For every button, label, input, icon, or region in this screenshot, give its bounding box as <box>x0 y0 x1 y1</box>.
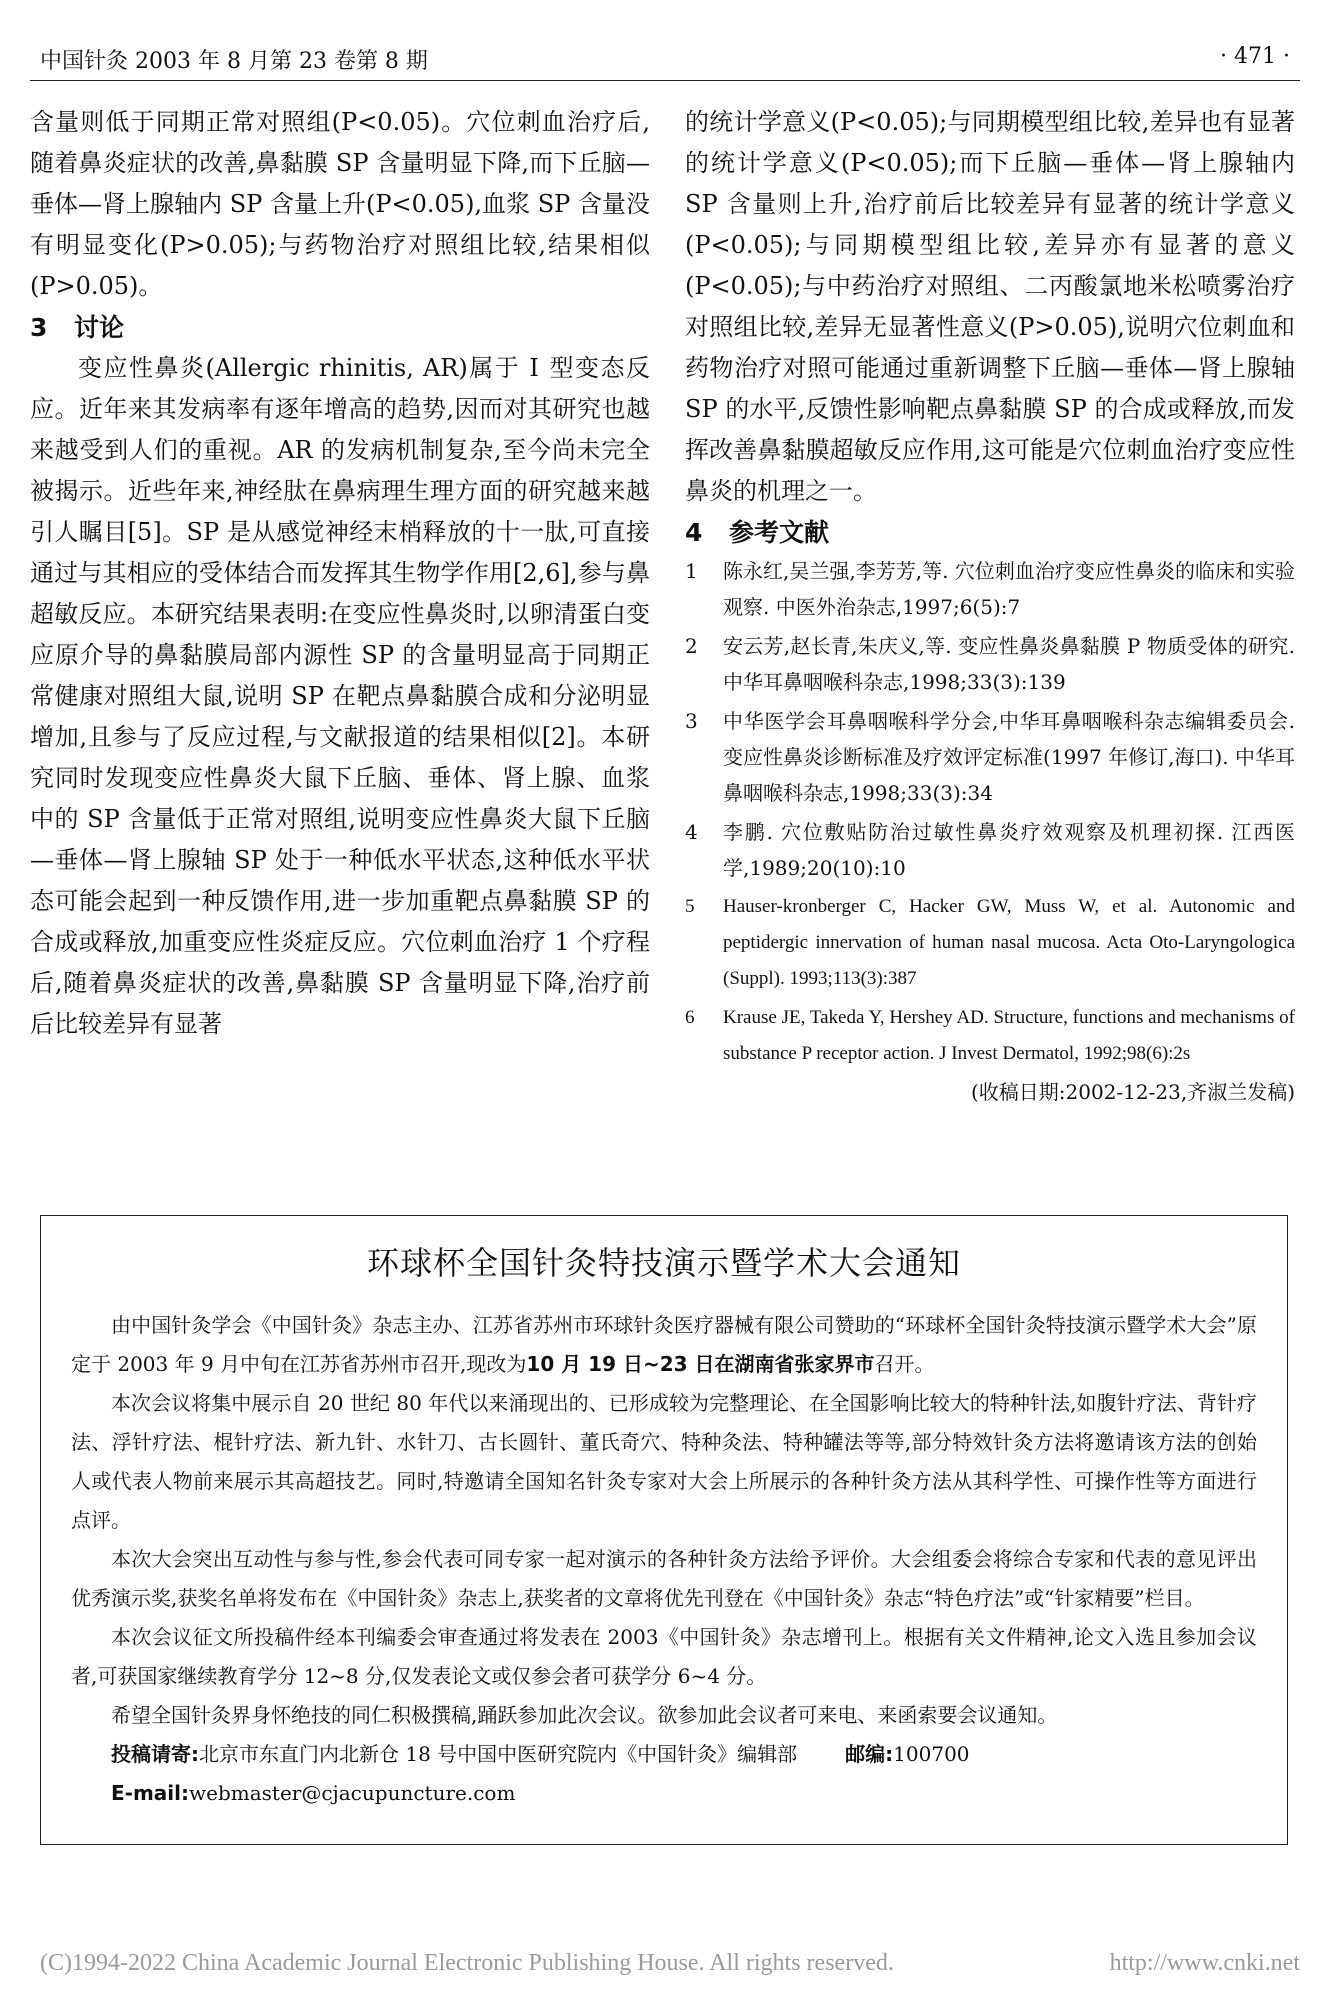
reference-text: Krause JE, Takeda Y, Hershey AD. Structure, functions and mechanisms of substance P receptor action. J Invest Dermatol, 1992;98(6):2s <box>723 1007 1295 1064</box>
footer-url[interactable]: http://www.cnki.net <box>1109 1950 1300 1976</box>
reference-text: Hauser-kronberger C, Hacker GW, Muss W, et al. Autonomic and peptidergic innervation of human nasal mucosa. Acta Oto-Laryngologica (Suppl). 1993;113(3):387 <box>723 896 1295 989</box>
section-heading-discussion <box>30 307 650 348</box>
reference-number: 4 <box>685 820 698 844</box>
received-date-note: (收稿日期:2002-12-23,齐淑兰发稿) <box>970 1080 1295 1104</box>
right-column <box>685 102 1295 1109</box>
reference-number: 1 <box>685 559 698 583</box>
notice-paragraph: 本次大会突出互动性与参与性,参会代表可同专家一起对演示的各种针灸方法给予评价。大会组委会将综合专家和代表的意见评出优秀演示奖,获奖名单将发布在《中国针灸》杂志上,获奖者的文章将优先刊登在《中国针灸》杂志“特色疗法”或“针家精要”栏目。 <box>71 1547 1257 1610</box>
submission-address <box>71 1735 1257 1774</box>
reference-number: 6 <box>685 1007 695 1028</box>
results-continued-paragraph: 含量则低于同期正常对照组(P<0.05)。穴位刺血治疗后,随着鼻炎症状的改善,鼻黏膜 SP 含量明显下降,而下丘脑—垂体—肾上腺轴内 SP 含量上升(P<0.05),血浆 SP 含量没有明显变化(P>0.05);与药物治疗对照组比较,结果相似(P>0.05)。 <box>30 108 650 300</box>
zip-code: 100700 <box>893 1742 970 1766</box>
notice-title: 环球杯全国针灸特技演示暨学术大会通知 <box>366 1244 961 1282</box>
left-column <box>30 102 650 1045</box>
email-address[interactable]: webmaster@cjacupuncture.com <box>189 1781 516 1805</box>
copyright-text: (C)1994-2022 China Academic Journal Electronic Publishing House. All rights reserved. <box>40 1950 894 1976</box>
reference-item <box>685 703 1295 811</box>
reference-item <box>685 889 1295 997</box>
notice-date-venue: 10 月 19 日~23 日在湖南省张家界市 <box>526 1352 875 1376</box>
notice-paragraph: 希望全国针灸界身怀绝技的同仁积极撰稿,踊跃参加此次会议。欲参加此会议者可来电、来函索要会议通知。 <box>111 1703 1058 1727</box>
notice-paragraph: 本次会议将集中展示自 20 世纪 80 年代以来涌现出的、已形成较为完整理论、在全国影响比较大的特种针法,如腹针疗法、背针疗法、浮针疗法、棍针疗法、新九针、水针刀、古长圆针、董氏奇穴、特种灸法、特种罐法等等,部分特效针灸方法将邀请该方法的创始人或代表人物前来展示其高超技艺。同时,特邀请全国知名针灸专家对大会上所展示的各种针灸方法从其科学性、可操作性等方面进行点评。 <box>71 1391 1257 1532</box>
email-label: E-mail: <box>111 1781 190 1805</box>
email-line <box>71 1774 1257 1813</box>
section-number: 4 <box>685 518 703 547</box>
notice-paragraph <box>71 1306 1257 1384</box>
section-title: 讨论 <box>74 313 125 342</box>
copyright-footer <box>40 1950 1300 1977</box>
section-title: 参考文献 <box>729 518 830 547</box>
reference-text: 安云芳,赵长青,朱庆义,等. 变应性鼻炎鼻黏膜 P 物质受体的研究. 中华耳鼻咽喉科杂志,1998;33(3):139 <box>723 634 1295 694</box>
running-header <box>40 44 1290 80</box>
discussion-continued-paragraph: 的统计学意义(P<0.05);与同期模型组比较,差异也有显著的统计学意义(P<0.05);而下丘脑—垂体—肾上腺轴内 SP 含量则上升,治疗前后比较差异有显著的统计学意义(P<0.05);与同期模型组比较,差异亦有显著的意义(P<0.05);与中药治疗对照组、二丙酸氯地米松喷雾治疗对照组比较,差异无显著性意义(P>0.05),说明穴位刺血和药物治疗对照可能通过重新调整下丘脑—垂体—肾上腺轴 SP 的水平,反馈性影响靶点鼻黏膜 SP 的合成或释放,而发挥改善鼻黏膜超敏反应作用,这可能是穴位刺血治疗变应性鼻炎的机理之一。 <box>685 108 1295 505</box>
zip-label: 邮编: <box>845 1742 894 1766</box>
reference-number: 2 <box>685 634 698 658</box>
reference-item <box>685 1000 1295 1072</box>
discussion-paragraph: 变应性鼻炎(Allergic rhinitis, AR)属于 Ⅰ 型变态反应。近年来其发病率有逐年增高的趋势,因而对其研究也越来越受到人们的重视。AR 的发病机制复杂,至今尚未完全被揭示。近些年来,神经肽在鼻病理生理方面的研究越来越引人瞩目[5]。SP 是从感觉神经末梢释放的十一肽,可直接通过与其相应的受体结合而发挥其生物学作用[2,6],参与鼻超敏反应。本研究结果表明:在变应性鼻炎时,以卵清蛋白变应原介导的鼻黏膜局部内源性 SP 的含量明显高于同期正常健康对照组大鼠,说明 SP 在靶点鼻黏膜合成和分泌明显增加,且参与了反应过程,与文献报道的结果相似[2]。本研究同时发现变应性鼻炎大鼠下丘脑、垂体、肾上腺、血浆中的 SP 含量低于正常对照组,说明变应性鼻炎大鼠下丘脑—垂体—肾上腺轴 SP 处于一种低水平状态,这种低水平状态可能会起到一种反馈作用,进一步加重靶点鼻黏膜 SP 的合成或释放,加重变应性炎症反应。穴位刺血治疗 1 个疗程后,随着鼻炎症状的改善,鼻黏膜 SP 含量明显下降,治疗前后比较差异有显著 <box>30 354 650 1038</box>
address-label: 投稿请寄: <box>111 1742 199 1766</box>
reference-item <box>685 628 1295 700</box>
section-heading-references <box>685 512 1295 553</box>
conference-notice-box <box>40 1215 1288 1845</box>
notice-text: 由中国针灸学会《中国针灸》杂志主办、江苏省苏州市环球针灸医疗器械有限公司赞助的“环球杯全国针灸特技演示暨学术大会”原定于 2003 年 9 月中旬在江苏省苏州市召开,现改为 <box>71 1313 1257 1376</box>
reference-item <box>685 814 1295 886</box>
notice-text: 召开。 <box>874 1352 935 1376</box>
reference-text: 李鹏. 穴位敷贴防治过敏性鼻炎疗效观察及机理初探. 江西医学,1989;20(10):10 <box>723 820 1295 880</box>
section-number: 3 <box>30 313 48 342</box>
notice-paragraph: 本次会议征文所投稿件经本刊编委会审查通过将发表在 2003《中国针灸》杂志增刊上。根据有关文件精神,论文入选且参加会议者,可获国家继续教育学分 12~8 分,仅发表论文或仅参会者可获学分 6~4 分。 <box>71 1625 1257 1688</box>
journal-issue-line: 中国针灸 2003 年 8 月第 23 卷第 8 期 <box>40 49 428 74</box>
reference-list <box>685 553 1295 1072</box>
reference-number: 5 <box>685 896 695 917</box>
address-text: 北京市东直门内北新仓 18 号中国中医研究院内《中国针灸》编辑部 <box>199 1742 798 1766</box>
reference-text: 陈永红,吴兰强,李芳芳,等. 穴位刺血治疗变应性鼻炎的临床和实验观察. 中医外治杂志,1997;6(5):7 <box>723 559 1295 619</box>
reference-item <box>685 553 1295 625</box>
page-number: · 471 · <box>1220 44 1290 69</box>
reference-number: 3 <box>685 709 698 733</box>
reference-text: 中华医学会耳鼻咽喉科学分会,中华耳鼻咽喉科杂志编辑委员会. 变应性鼻炎诊断标准及疗效评定标准(1997 年修订,海口). 中华耳鼻咽喉科杂志,1998;33(3):34 <box>723 709 1295 805</box>
header-rule <box>30 80 1300 81</box>
